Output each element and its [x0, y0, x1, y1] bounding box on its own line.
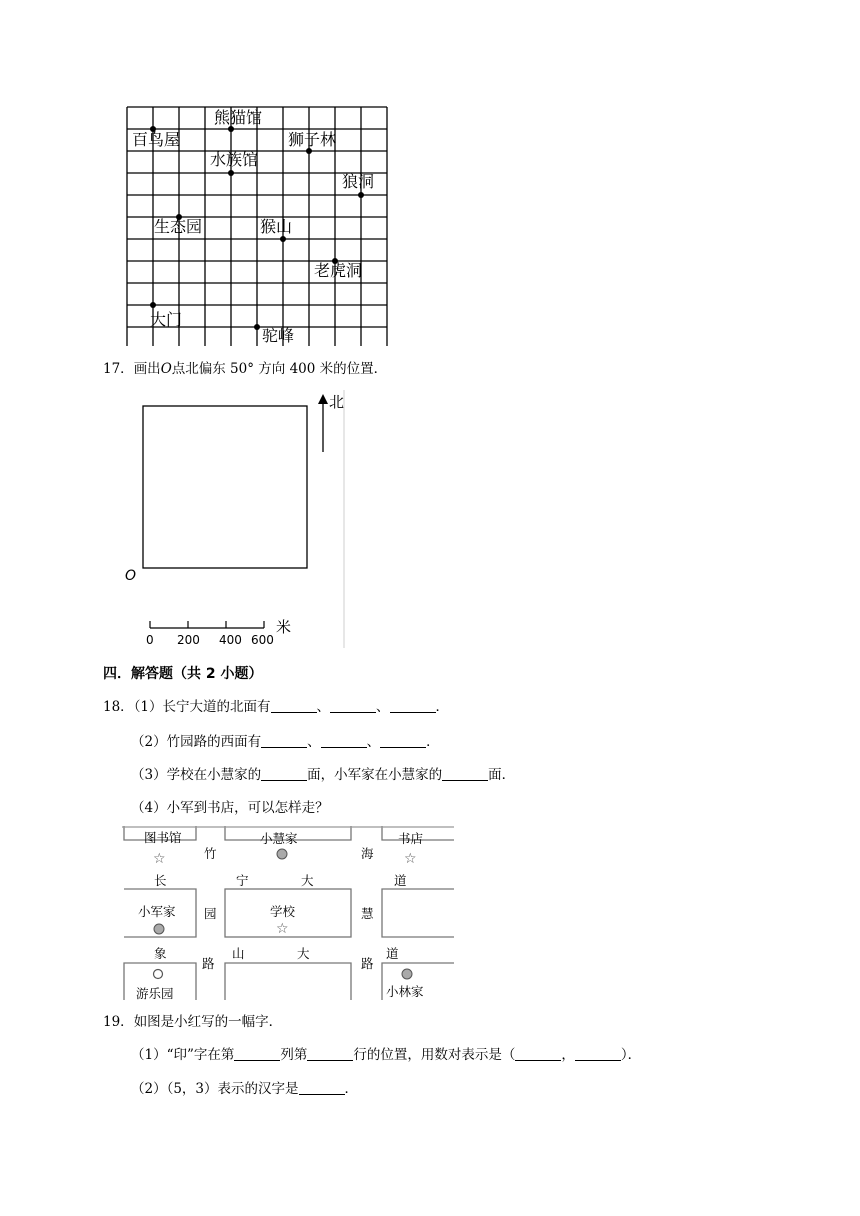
answer-blank[interactable]: [515, 1046, 561, 1061]
separator: 、: [376, 699, 390, 715]
origin-label: O: [125, 568, 137, 584]
answer-blank[interactable]: [575, 1046, 621, 1061]
park-circle-icon: [154, 970, 163, 979]
label-camel-peak: 驼峰: [262, 326, 295, 345]
part-text: （1）“印”字在第: [131, 1047, 235, 1063]
scale-tick-200: 200: [177, 633, 200, 647]
road-dao2: 道: [386, 946, 399, 961]
answer-blank[interactable]: [390, 698, 436, 713]
road-hai: 海: [361, 846, 374, 861]
question-text: 如图是小红写的一幅字．: [133, 1014, 283, 1030]
question-19: [103, 1013, 282, 1031]
label-bird-house: 百鸟屋: [132, 130, 181, 149]
park-label: 游乐园: [136, 986, 174, 1000]
part-text: （3）学校在小慧家的: [131, 767, 262, 783]
question-number: 17．: [103, 361, 134, 377]
label-eco-park: 生态园: [154, 217, 203, 236]
separator: 、: [316, 699, 331, 715]
road-ning: 宁: [236, 873, 249, 888]
part-text: （2）（5，3）表示的汉字是: [131, 1081, 299, 1097]
question-19-part-1: [131, 1046, 641, 1064]
scale-bar: [150, 621, 264, 628]
library-label: 图书馆: [144, 830, 182, 845]
road-xiang: 象: [154, 946, 167, 961]
road-hui: 慧: [361, 906, 374, 921]
question-text-rest: 点北偏东 50° 方向 400 米的位置．: [171, 361, 388, 377]
answer-blank[interactable]: [261, 733, 307, 748]
label-main-gate: 大门: [150, 310, 183, 329]
answer-blank[interactable]: [271, 698, 317, 713]
drawing-square: [143, 406, 307, 568]
part-text: ）．: [620, 1047, 642, 1063]
road-zhu: 竹: [204, 846, 217, 861]
scale-unit: 米: [276, 618, 292, 636]
label-lion-forest: 狮子林: [288, 130, 337, 149]
scale-tick-0: 0: [146, 633, 154, 647]
road-lu: 路: [202, 956, 215, 971]
location-dot: [150, 302, 156, 308]
label-aquarium: 水族馆: [210, 150, 259, 169]
answer-blank[interactable]: [442, 766, 488, 781]
xiaohui-home-label: 小慧家: [260, 831, 298, 846]
question-18-part-4: （4）小军到书店，可以怎样走？: [131, 800, 329, 816]
road-da2: 大: [297, 946, 310, 961]
xiaolin-home-label: 小林家: [386, 984, 424, 999]
label-monkey-hill: 猴山: [260, 217, 293, 236]
north-label: 北: [329, 393, 345, 411]
bookstore-star-icon: ☆: [404, 851, 417, 867]
question-19-part-2: [131, 1080, 358, 1098]
part-text: 面．: [488, 767, 516, 783]
xiaojun-home-label: 小军家: [138, 904, 176, 919]
school-star-icon: ☆: [276, 921, 289, 937]
period: ．: [344, 1081, 359, 1097]
period: ．: [426, 734, 440, 750]
section-title: 四．解答题（共 2 小题）: [103, 666, 263, 682]
scale-tick-400: 400: [219, 633, 242, 647]
question-number: 19．: [103, 1014, 134, 1030]
label-tiger-cave: 老虎洞: [314, 261, 363, 280]
question-number: 18．: [103, 699, 134, 715]
label-panda-house: 熊猫馆: [214, 108, 263, 127]
question-18-part-2: [131, 733, 440, 751]
part-text: 行的位置，用数对表示是（: [353, 1047, 516, 1063]
location-dot: [358, 192, 364, 198]
road-dao: 道: [394, 873, 407, 888]
question-17: [103, 360, 387, 378]
scale-tick-600: 600: [251, 633, 274, 647]
answer-blank[interactable]: [234, 1046, 280, 1061]
comma: ，: [561, 1047, 575, 1063]
part-text: （2）竹园路的西面有: [131, 734, 262, 750]
road-lu2: 路: [361, 956, 374, 971]
period: ．: [435, 699, 450, 715]
answer-blank[interactable]: [299, 1080, 345, 1095]
part-text: 面，小军家在小慧家的: [307, 767, 443, 783]
location-dot: [228, 170, 234, 176]
xiaolin-home-circle-icon: [402, 969, 412, 979]
answer-blank[interactable]: [380, 733, 426, 748]
zoo-grid-map: [126, 106, 390, 346]
separator: 、: [307, 734, 321, 750]
answer-blank[interactable]: [330, 698, 376, 713]
location-dot: [280, 236, 286, 242]
xiaohui-home-circle-icon: [277, 849, 287, 859]
school-label: 学校: [270, 904, 296, 919]
library-star-icon: ☆: [153, 851, 166, 867]
part-text: （1）长宁大道的北面有: [133, 699, 271, 715]
question-18-part-1: [103, 698, 449, 716]
xiaojun-home-circle-icon: [154, 924, 164, 934]
point-o-ref: O: [160, 361, 172, 377]
road-da: 大: [301, 873, 314, 888]
street-map: [122, 826, 456, 1000]
answer-blank[interactable]: [321, 733, 367, 748]
question-text: 画出: [133, 361, 161, 377]
separator: 、: [366, 734, 381, 750]
part-text: 列第: [280, 1047, 308, 1063]
road-shan: 山: [232, 946, 245, 961]
direction-diagram: [120, 390, 348, 650]
label-wolf-cave: 狼洞: [342, 172, 375, 191]
bookstore-label: 书店: [398, 831, 424, 846]
question-18-part-3: [131, 766, 515, 784]
answer-blank[interactable]: [261, 766, 307, 781]
road-chang: 长: [154, 873, 167, 888]
location-dot: [254, 324, 260, 330]
road-yuan: 园: [204, 906, 217, 921]
answer-blank[interactable]: [307, 1046, 353, 1061]
north-arrow-icon: [318, 394, 328, 452]
